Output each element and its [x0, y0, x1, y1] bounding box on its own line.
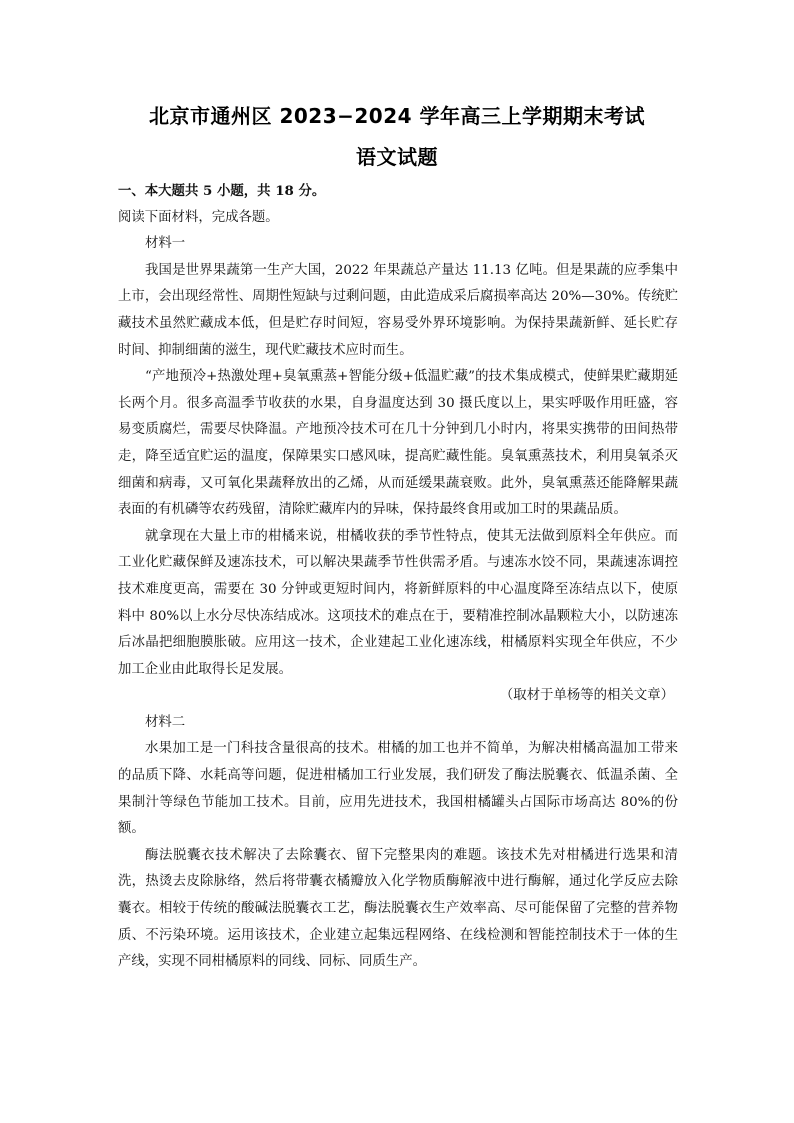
source-note: （取材于单杨等的相关文章）	[499, 688, 674, 704]
instruction-text: 阅读下面材料，完成各题。	[118, 209, 279, 225]
page-title: 北京市通州区 2023−2024 学年高三上学期期末考试	[148, 104, 645, 128]
page-subtitle: 语文试题	[356, 145, 438, 169]
document-body	[118, 178, 678, 976]
paragraph: “产地预冷+热激处理+臭氧熏蒸+智能分级+低温贮藏”的技术集成模式，使鲜果贮藏期延长两个月。很多高温季节收获的水果，自身温度达到 30 摄氏度以上，果实呼吸作用旺盛，容易变质腐烂，需要尽快降温。产地预冷技术可在几十分钟到几小时内，将果实携带的田间热带走，降至适宜贮运的温度，保障果实口感风味，提高贮藏性能。臭氧熏蒸技术，利用臭氧杀灭细菌和病毒，又可氧化果蔬释放出的乙烯，从而延缓果蔬衰败。此外，臭氧熏蒸还能降解果蔬表面的有机磷等农药残留，清除贮藏库内的异味，保持最终食用或加工时的果蔬品质。	[118, 369, 678, 518]
paragraph: 水果加工是一门科技含量很高的技术。柑橘的加工也并不简单，为解决柑橘高温加工带来的品质下降、水耗高等问题，促进柑橘加工行业发展，我们研发了酶法脱囊衣、低温杀菌、全果制汁等绿色节能加工技术。目前，应用先进技术，我国柑橘罐头占国际市场高达 80%的份额。	[118, 741, 678, 837]
paragraph: 就拿现在大量上市的柑橘来说，柑橘收获的季节性特点，使其无法做到原料全年供应。而工业化贮藏保鲜及速冻技术，可以解决果蔬季节性供需矛盾。与速冻水饺不同，果蔬速冻调控技术难度更高，需要在 30 分钟或更短时间内，将新鲜原料的中心温度降至冻结点以下，使原料中 80%以上水分尽快冻结成冰。这项技术的难点在于，要精准控制冰晶颗粒大小，以防速冻后冰晶把细胞膜胀破。应用这一技术，企业建起工业化速冻线，柑橘原料实现全年供应，不少加工企业由此取得长足发展。	[118, 528, 678, 677]
material-label: 材料一	[145, 236, 186, 252]
material-label: 材料二	[145, 714, 186, 730]
section-heading: 一、本大题共 5 小题，共 18 分。	[118, 183, 326, 199]
paragraph: 酶法脱囊衣技术解决了去除囊衣、留下完整果肉的难题。该技术先对柑橘进行选果和清洗，热烫去皮除脉络，然后将带囊衣橘瓣放入化学物质酶解液中进行酶解，通过化学反应去除囊衣。相较于传统的酸碱法脱囊衣工艺，酶法脱囊衣生产效率高、尽可能保留了完整的营养物质、不污染环境。运用该技术，企业建立起集远程网络、在线检测和智能控制技术于一体的生产线，实现不同柑橘原料的同线、同标、同质生产。	[118, 847, 678, 970]
paragraph: 我国是世界果蔬第一生产大国，2022 年果蔬总产量达 11.13 亿吨。但是果蔬的应季集中上市，会出现经常性、周期性短缺与过剩问题，由此造成采后腐损率高达 20%—30%。传统贮藏技术虽然贮藏成本低，但是贮存时间短，容易受外界环境影响。为保持果蔬新鲜、延长贮存时间、抑制细菌的滋生，现代贮藏技术应时而生。	[118, 262, 678, 358]
